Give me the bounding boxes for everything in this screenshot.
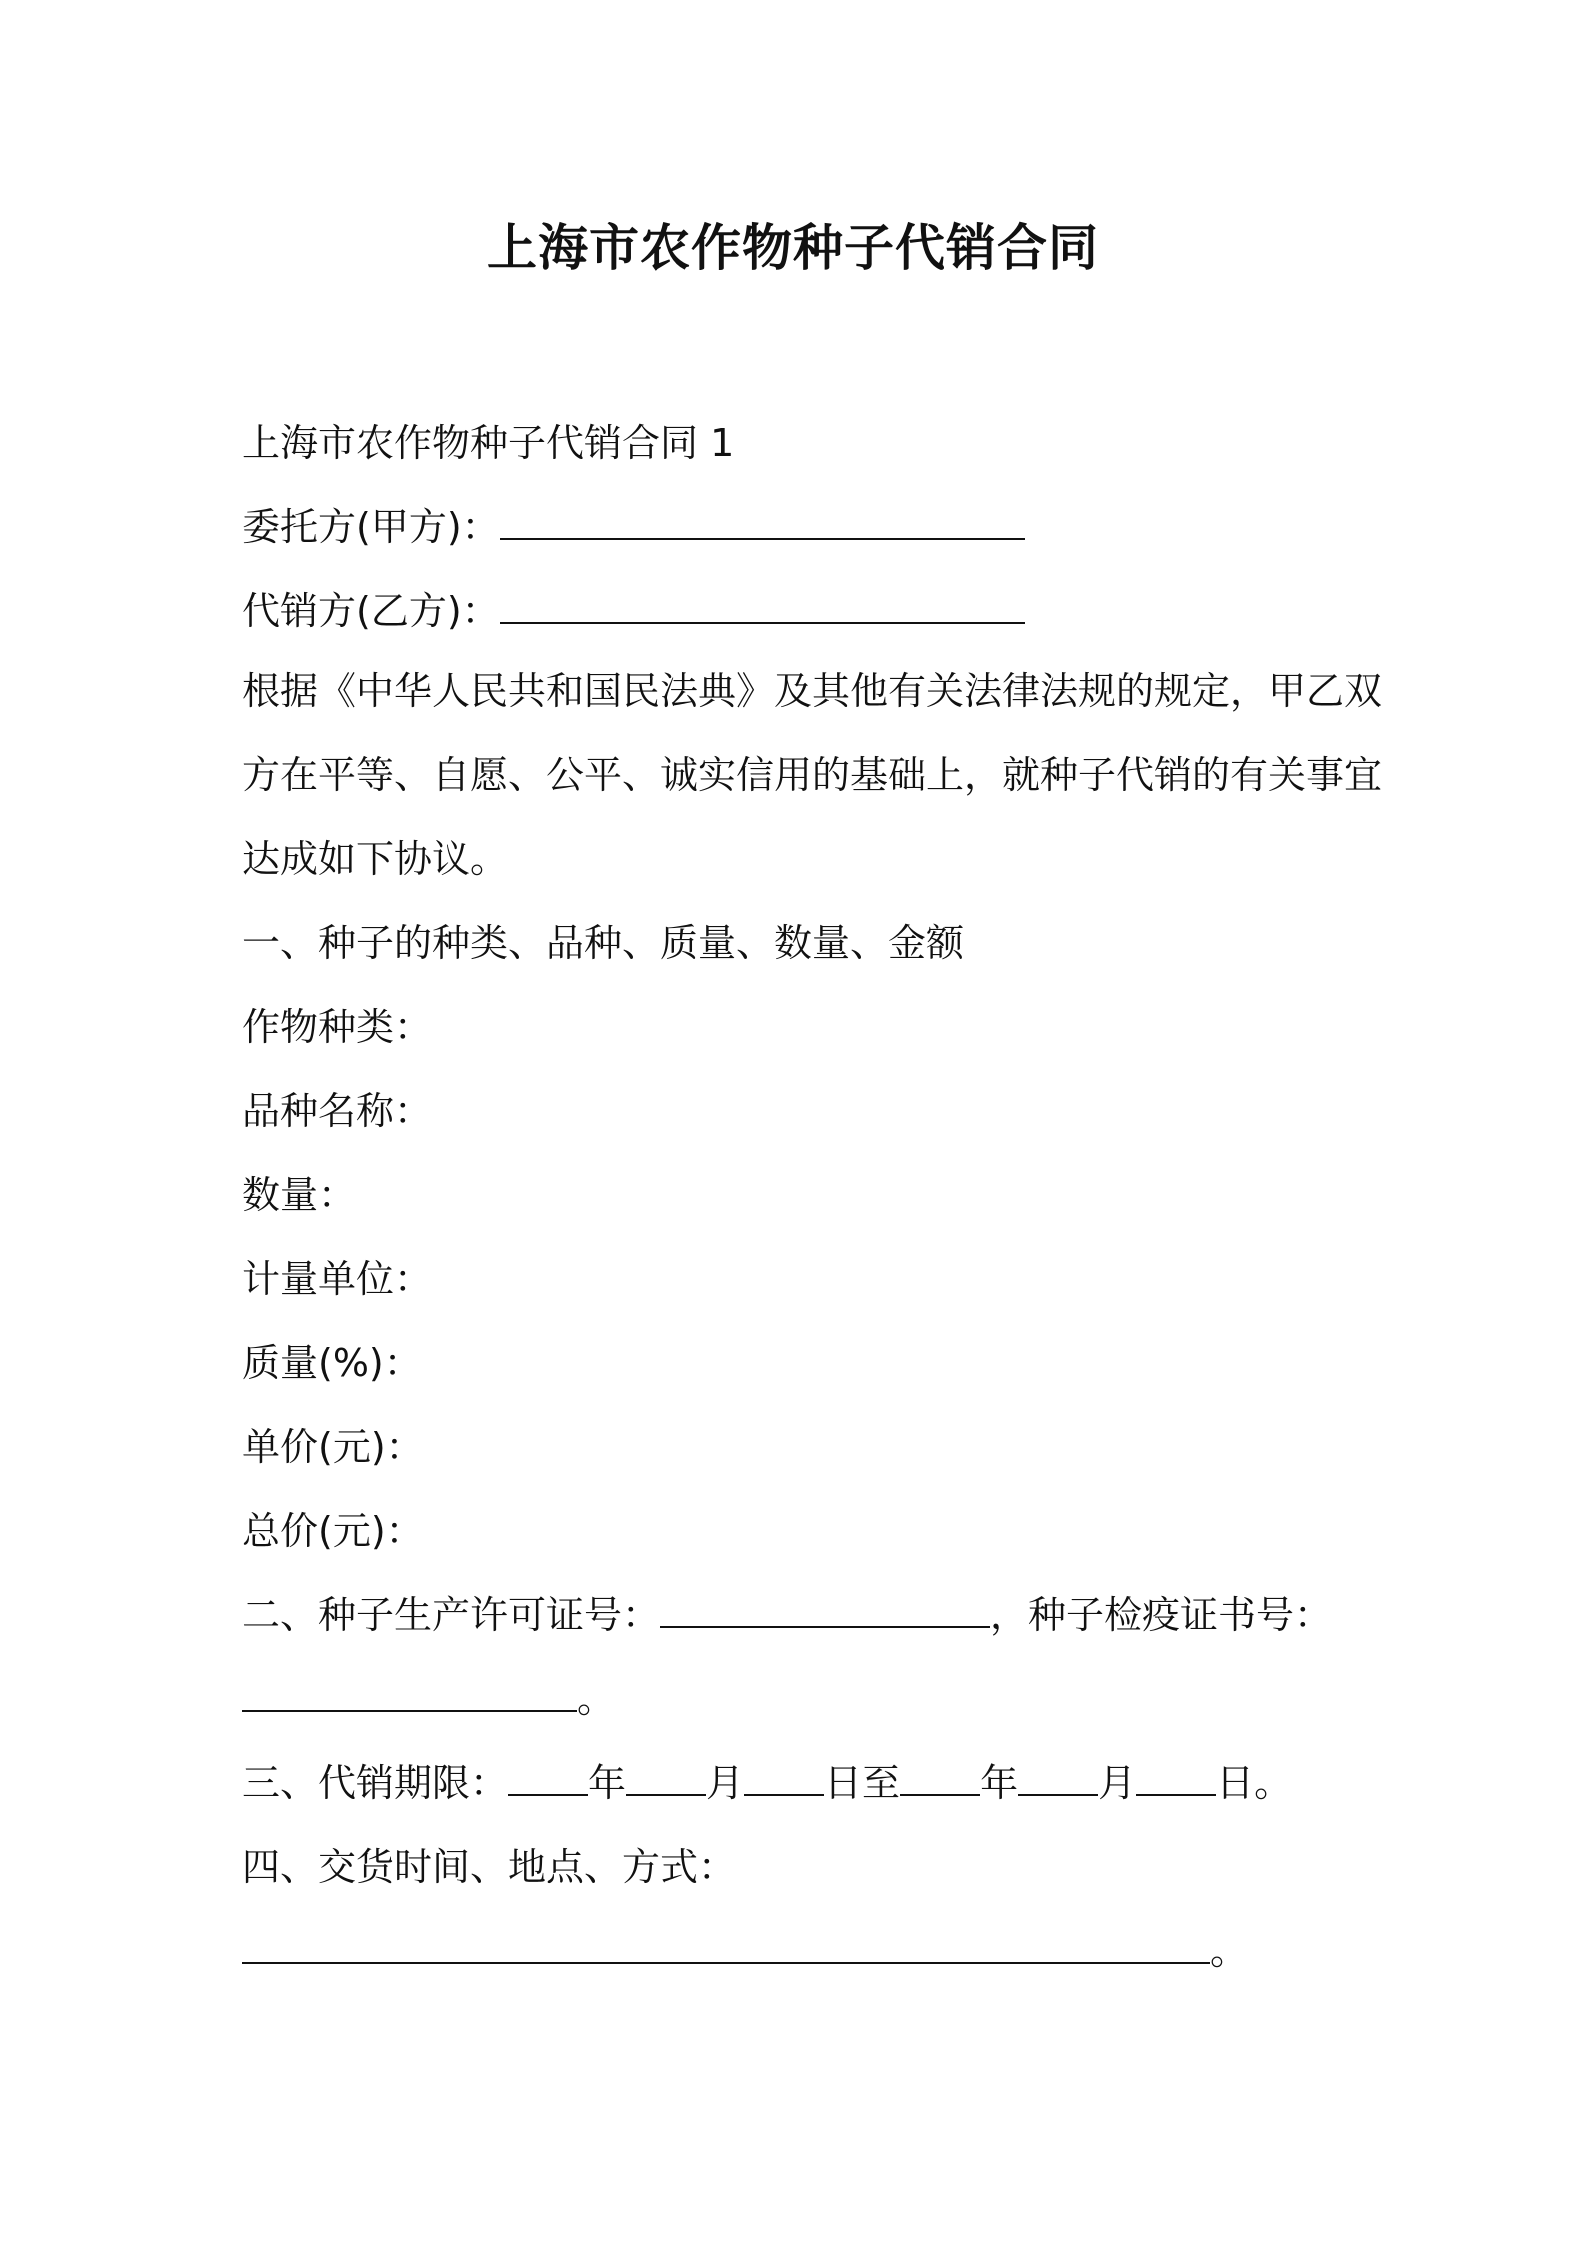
field-crop-type: 作物种类： xyxy=(242,1005,433,1049)
end-year-unit: 年 xyxy=(980,1761,1019,1805)
party-b-blank[interactable] xyxy=(500,592,1025,624)
section-2-label: 二、种子生产许可证号： xyxy=(242,1593,661,1637)
end-month-blank[interactable] xyxy=(1018,1764,1098,1796)
production-license-blank[interactable] xyxy=(660,1596,990,1628)
section-3-line xyxy=(242,1758,1292,1808)
section-4-heading: 四、交货时间、地点、方式： xyxy=(242,1845,737,1889)
section-2-continuation xyxy=(242,1674,615,1724)
section-2-end: 。 xyxy=(577,1677,616,1721)
quarantine-cert-blank[interactable] xyxy=(242,1680,577,1712)
start-day-blank[interactable] xyxy=(744,1764,824,1796)
party-a-blank[interactable] xyxy=(500,508,1025,540)
field-unit: 计量单位： xyxy=(242,1257,433,1301)
section-1-heading: 一、种子的种类、品种、质量、数量、金额 xyxy=(242,921,965,965)
delivery-details-blank[interactable] xyxy=(242,1932,1210,1964)
day-to-text: 日至 xyxy=(824,1761,901,1805)
end-year-blank[interactable] xyxy=(900,1764,980,1796)
section-2-mid: ，种子检疫证书号： xyxy=(990,1593,1333,1637)
field-variety-name: 品种名称： xyxy=(242,1089,433,1133)
section-3-label: 三、代销期限： xyxy=(242,1761,509,1805)
party-a-label: 委托方(甲方)： xyxy=(242,505,500,549)
field-unit-price: 单价(元)： xyxy=(242,1425,424,1469)
end-month-unit: 月 xyxy=(1098,1761,1137,1805)
section-4-continuation xyxy=(242,1926,1248,1976)
start-month-blank[interactable] xyxy=(626,1764,706,1796)
field-total-price: 总价(元)： xyxy=(242,1509,424,1553)
preamble-line-2: 方在平等、自愿、公平、诚实信用的基础上，就种子代销的有关事宜 xyxy=(242,753,1383,797)
document-title: 上海市农作物种子代销合同 xyxy=(487,219,1099,277)
end-day-unit: 日。 xyxy=(1216,1761,1293,1805)
party-b-label: 代销方(乙方)： xyxy=(242,589,500,633)
end-day-blank[interactable] xyxy=(1136,1764,1216,1796)
start-year-unit: 年 xyxy=(588,1761,627,1805)
start-month-unit: 月 xyxy=(706,1761,745,1805)
party-b-line xyxy=(242,586,1025,636)
preamble-line-3: 达成如下协议。 xyxy=(242,837,509,881)
field-quality: 质量(%)： xyxy=(242,1341,422,1385)
party-a-line xyxy=(242,502,1025,552)
section-2-line xyxy=(242,1590,1332,1640)
start-year-blank[interactable] xyxy=(508,1764,588,1796)
section-4-end: 。 xyxy=(1210,1929,1249,1973)
field-quantity: 数量： xyxy=(242,1173,357,1217)
preamble-line-1: 根据《中华人民共和国民法典》及其他有关法律法规的规定，甲乙双 xyxy=(242,669,1383,713)
contract-subtitle: 上海市农作物种子代销合同 1 xyxy=(242,421,735,465)
